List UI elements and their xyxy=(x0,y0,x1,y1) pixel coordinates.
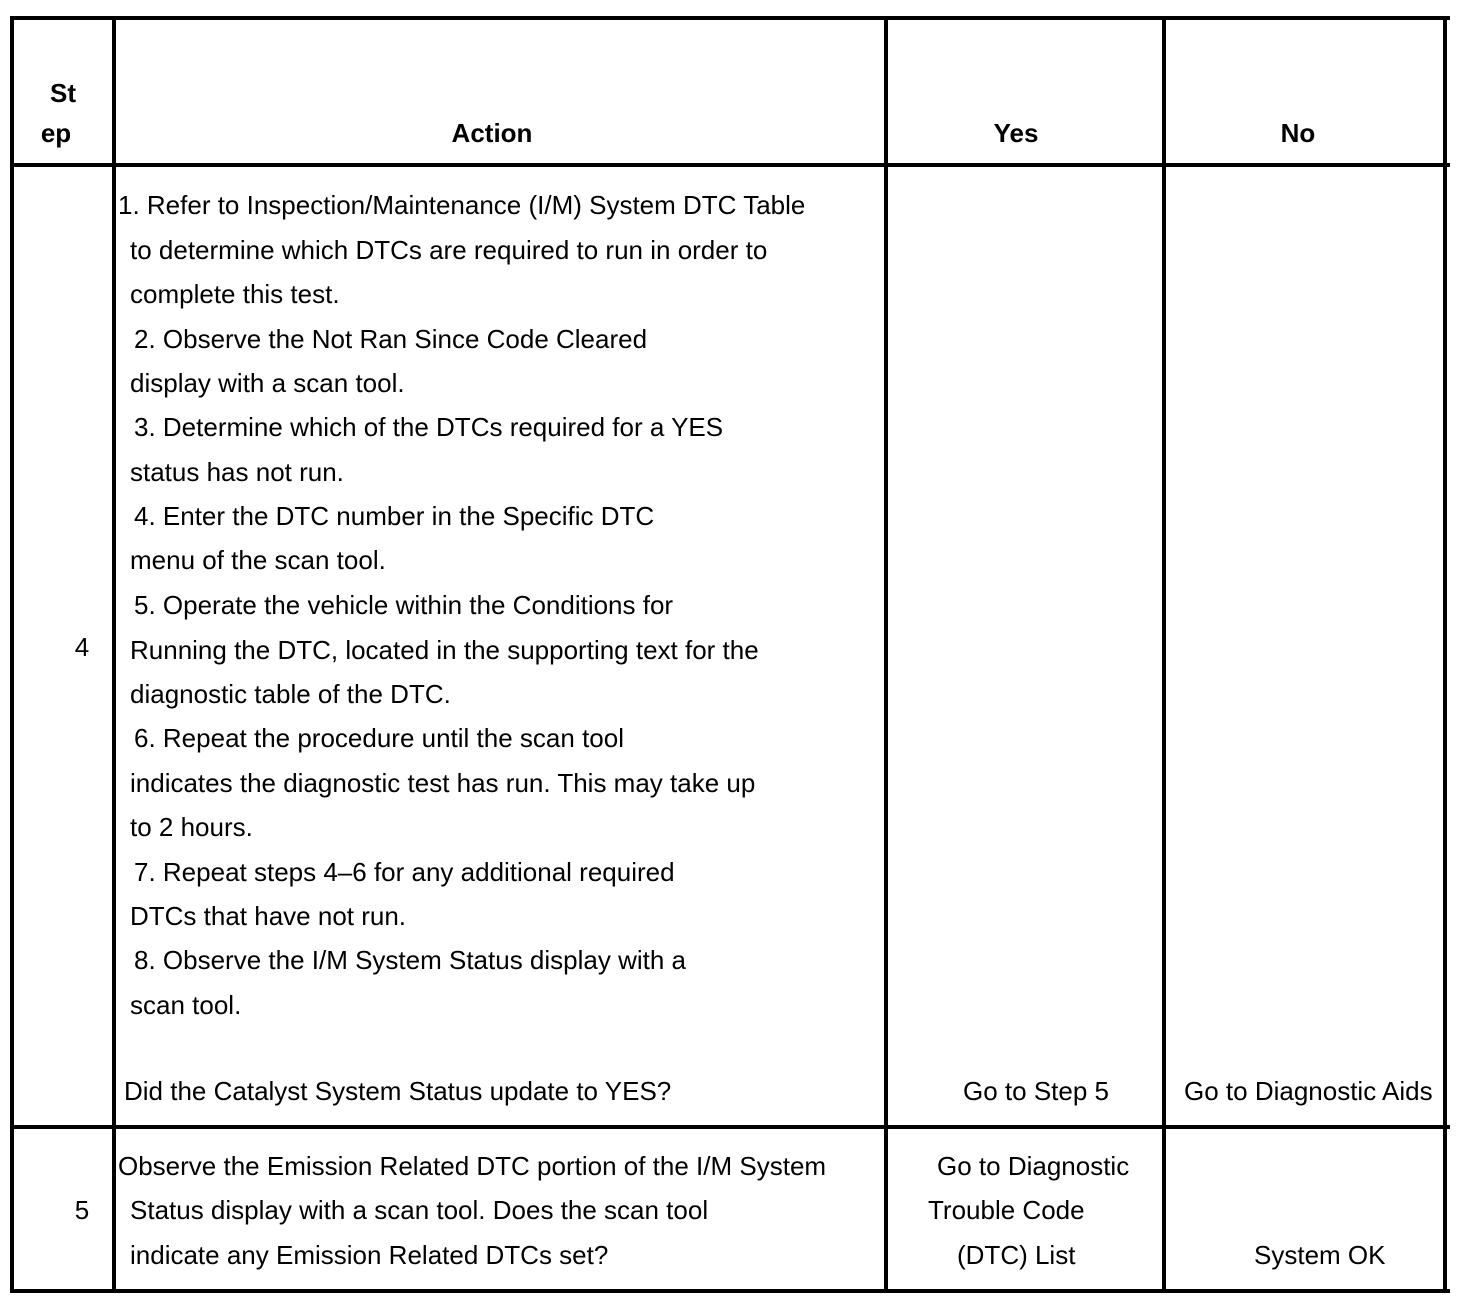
action-line: 1. Refer to Inspection/Maintenance (I/M) System DTC Table xyxy=(118,190,806,220)
action-line: scan tool. xyxy=(130,990,242,1020)
table-right-border xyxy=(1443,16,1447,1293)
action-line: 5. Operate the vehicle within the Conditions for xyxy=(134,590,674,620)
action-line: indicates the diagnostic test has run. This may take up xyxy=(130,768,756,798)
header-step-line1: St xyxy=(50,78,76,108)
action-line: 3. Determine which of the DTCs required for a YES xyxy=(134,412,724,442)
action-line: Running the DTC, located in the supporting text for the xyxy=(130,635,759,665)
action-line: Status display with a scan tool. Does the scan tool xyxy=(130,1195,709,1225)
action-question: Did the Catalyst System Status update to YES? xyxy=(124,1076,672,1106)
yes-cell-step5-line2: Trouble Code xyxy=(928,1195,1085,1225)
action-line: 4. Enter the DTC number in the Specific DTC xyxy=(134,501,655,531)
header-no: No xyxy=(1280,118,1316,148)
action-line: menu of the scan tool. xyxy=(130,545,386,575)
action-line: complete this test. xyxy=(130,279,340,309)
step-number-5: 5 xyxy=(74,1195,90,1225)
header-step-line2: ep xyxy=(40,118,72,148)
table-bottom-border xyxy=(10,1289,1450,1293)
action-line: 8. Observe the I/M System Status display with a xyxy=(134,945,687,975)
action-line: diagnostic table of the DTC. xyxy=(130,679,451,709)
header-action: Action xyxy=(451,118,533,148)
no-cell-step5: System OK xyxy=(1254,1240,1386,1270)
no-cell-step4: Go to Diagnostic Aids xyxy=(1184,1076,1433,1106)
action-line: to 2 hours. xyxy=(130,812,253,842)
action-line: DTCs that have not run. xyxy=(130,901,407,931)
header-bottom-border xyxy=(10,163,1450,167)
action-line: 7. Repeat steps 4–6 for any additional required xyxy=(134,857,675,887)
action-line: 6. Repeat the procedure until the scan tool xyxy=(134,723,624,753)
action-line: indicate any Emission Related DTCs set? xyxy=(130,1240,609,1270)
action-line: display with a scan tool. xyxy=(130,368,405,398)
table-top-border xyxy=(10,16,1450,20)
yes-cell-step4: Go to Step 5 xyxy=(963,1076,1109,1106)
header-yes: Yes xyxy=(993,118,1039,148)
action-line: to determine which DTCs are required to run in order to xyxy=(130,235,768,265)
action-line: status has not run. xyxy=(130,457,344,487)
row-divider xyxy=(10,1125,1450,1129)
yes-cell-step5-line3: (DTC) List xyxy=(957,1240,1076,1270)
step-number-4: 4 xyxy=(74,632,90,662)
action-line: Observe the Emission Related DTC portion of the I/M System xyxy=(118,1151,827,1181)
yes-cell-step5-line1: Go to Diagnostic xyxy=(937,1151,1130,1181)
action-line: 2. Observe the Not Ran Since Code Cleared xyxy=(134,324,648,354)
